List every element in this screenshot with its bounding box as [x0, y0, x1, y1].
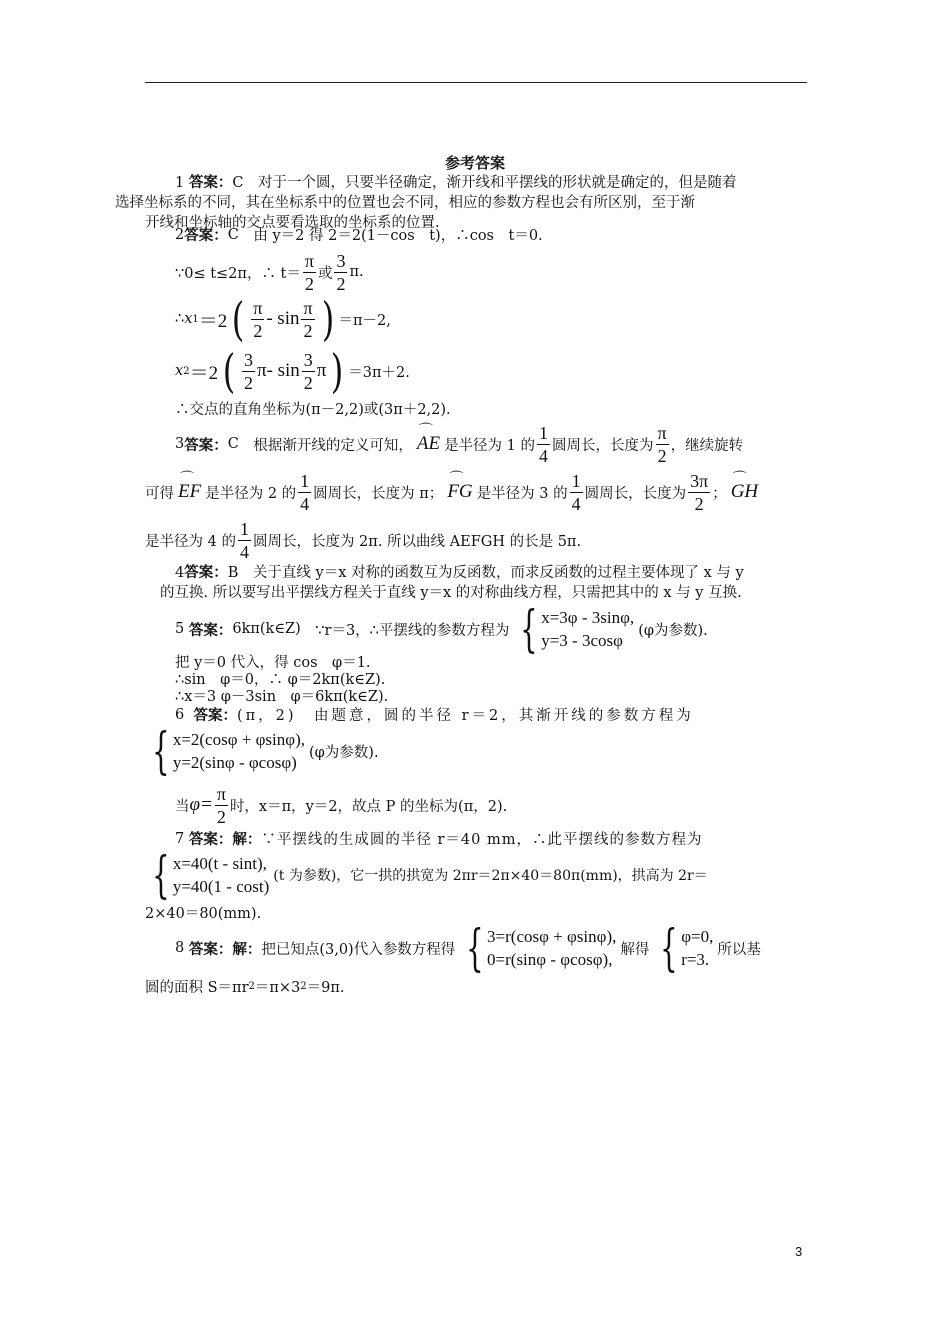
answer-2-line1: 2 答案： C 由 y＝2 得 2＝2(1－cos t)，∴cos t＝0.	[175, 226, 543, 244]
answer-6-line1: 6 答案： (π，2) 由题意，圆的半径 r＝2，其渐开线的参数方程为	[175, 706, 694, 724]
answer-2-x1: ∴ x 1 ＝2 ( $\frac{\pi}{2}$ - sin $\frac{\pi}{2}$ ) ＝π－2,	[175, 292, 391, 346]
answer-2-result: ∴交点的直角坐标为(π－2,2)或(3π＋2,2).	[175, 402, 451, 418]
answer-2-x2: x 2 ＝2 ( $\frac{3}{2}$ π - sin $\frac{3}{2}$ π ) ＝3π＋2.	[175, 344, 410, 398]
answer-5-line1: 5 答案： 6kπ(k∈Z) ∵r＝3，∴平摆线的参数方程为 { x=3φ - 3sinφ, y=3 - 3cosφ (φ为参数).	[175, 600, 708, 658]
answer-6-line3: 当 φ= $\frac{\pi}{2}$ 时，x＝π，y＝2，故点 P 的坐标为(π，2).	[175, 783, 508, 827]
answer-8-line2: 圆的面积 S＝πr 2 ＝π×3 2 ＝9π.	[145, 980, 345, 996]
answer-7-line3: 2×40＝80(mm).	[145, 906, 262, 922]
answer-7-line2: { x=40(t - sint), y=40(1 - cost) (t 为参数)，它一拱的拱宽为 2πr＝2π×40＝80π(mm)，拱高为 2r＝	[152, 846, 708, 904]
answer-3-line2: 可得 ⌒ EF 是半径为 2 的 $\frac{1}{4}$ 圆周长，长度为 π； ⌒ FG 是半径为 3 的 $\frac{1}{4}$ 圆周长，长度为 $\frac{3\pi}{2}$ ； ⌒ GH	[145, 468, 807, 516]
answer-7-line1: 7 答案： 解： ∵平摆线的生成圆的半径 r＝40 mm，∴此平摆线的参数方程为	[175, 830, 703, 848]
page-title: 参考答案	[444, 154, 505, 172]
page-number: 3	[795, 1244, 803, 1259]
answer-5-rest: 把 y＝0 代入，得 cos φ＝1. ∴sin φ＝0，∴ φ＝2kπ(k∈Z). ∴x＝3 φ－3sin φ＝6kπ(k∈Z).	[175, 655, 389, 705]
answer-3-line3: 是半径为 4 的 $\frac{1}{4}$ 圆周长，长度为 2π. 所以曲线 AEFGH 的长是 5π.	[145, 518, 582, 562]
header-rule	[145, 82, 807, 83]
answer-6-line2: { x=2(cosφ + φsinφ), y=2(sinφ - φcosφ) (φ为参数).	[152, 722, 379, 780]
answer-1: 1 答案：C 对于一个圆，只要半径确定，渐开线和平摆线的形状就是确定的，但是随着 选择坐标系的不同，其在坐标系中的位置也会不同，相应的参数方程也会有所区别，至于渐 开线和坐标轴的交点要看选取的坐标系的位置.	[115, 174, 737, 231]
answer-3-line1: 3 答案： C 根据渐开线的定义可知， ⌒ AE 是半径为 1 的 $\frac{1}{4}$ 圆周长，长度为 $\frac{\pi}{2}$ ，继续旋转	[145, 420, 837, 468]
answer-4: 4答案：B 关于直线 y＝x 对称的函数互为反函数，而求反函数的过程主要体现了 x 与 y 的互换. 所以要写出平摆线方程关于直线 y＝x 的对称曲线方程，只需把其中的 x 与 y 互换.	[160, 564, 744, 601]
answer-8-line1: 8 答案： 解： 把已知点(3,0)代入参数方程得 { 3=r(cosφ + φsinφ), 0=r(sinφ - φcosφ), 解得 { φ=0, r=3. 所以基	[175, 919, 761, 977]
answer-2-line2: ∵0≤ t≤2π，∴ t＝ $\frac{\pi}{2}$ 或 $\frac{3}{2}$ π .	[175, 250, 364, 294]
